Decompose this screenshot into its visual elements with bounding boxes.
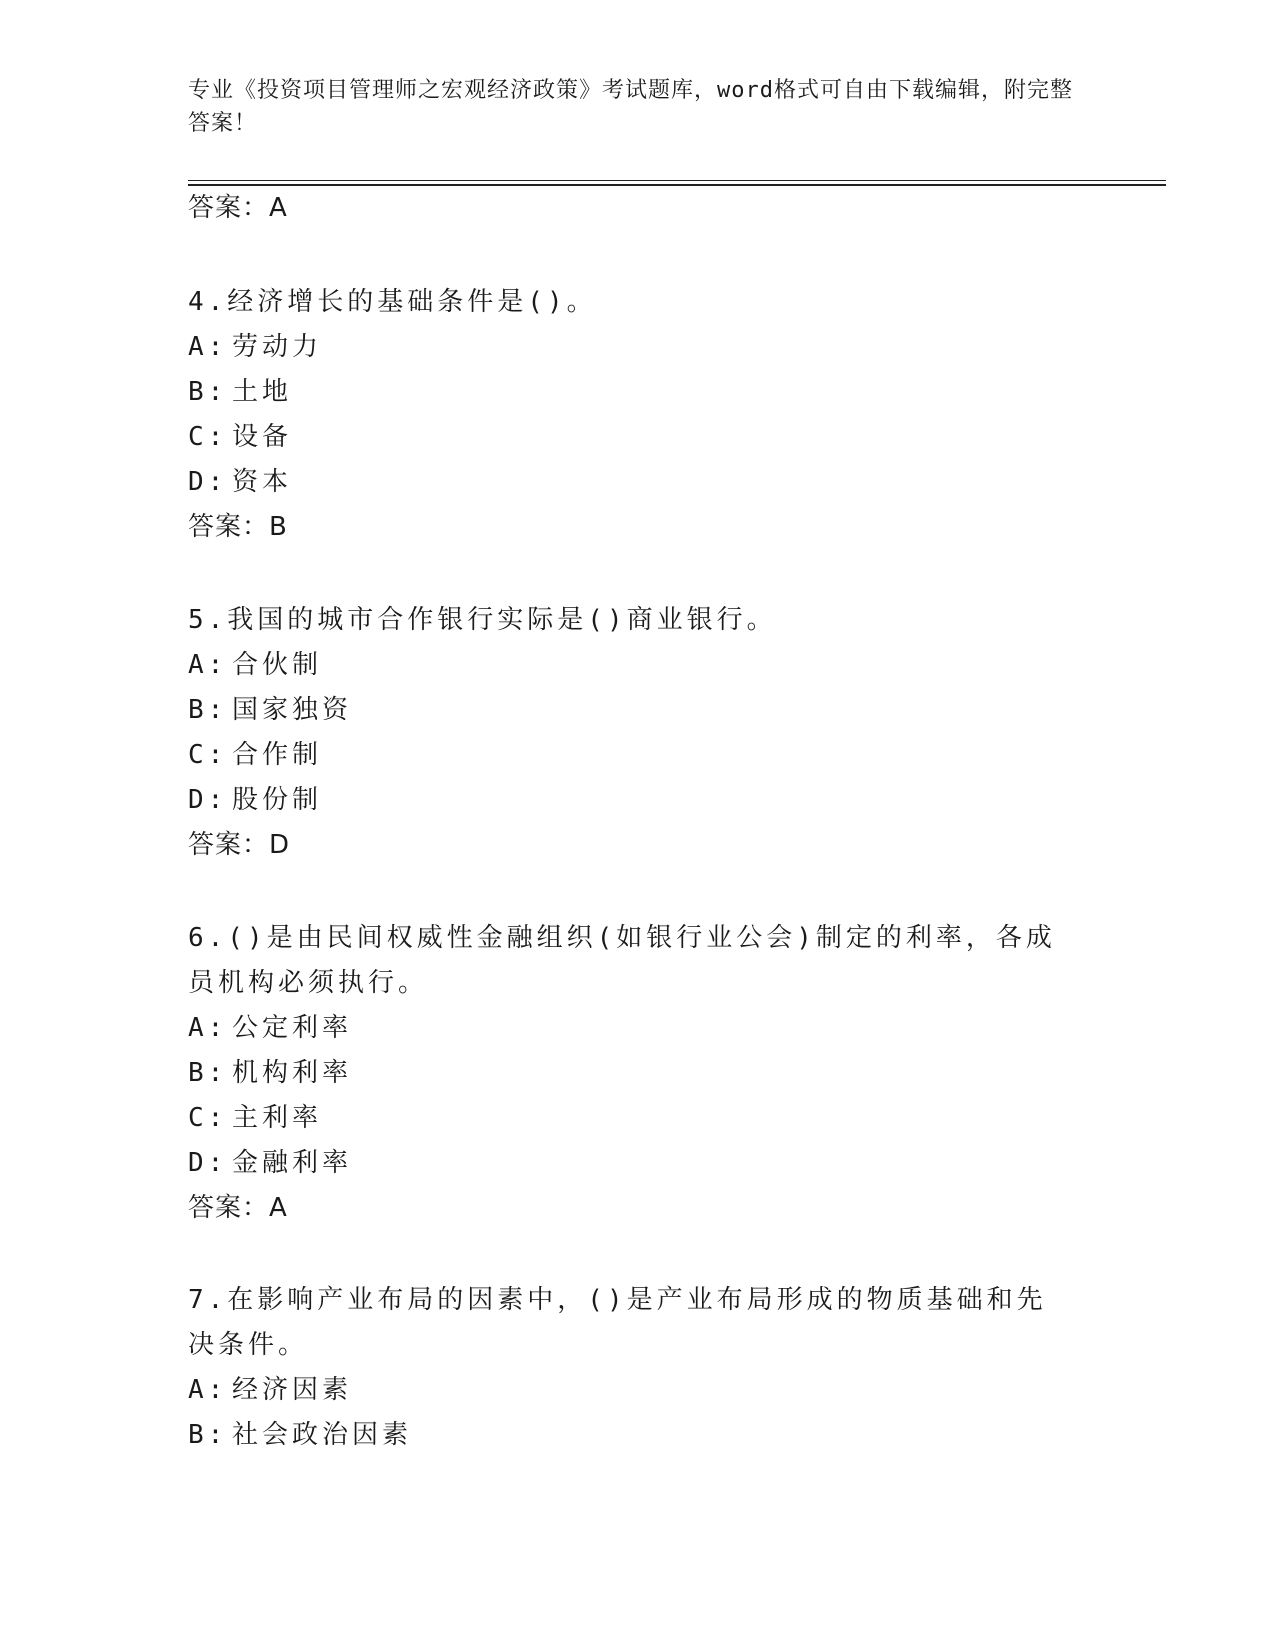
question-5-option-d: [188, 778, 1088, 823]
question-6-text: 6.()是由民间权威性金融组织(如银行业公会)制定的利率，各成员机构必须执行。: [188, 923, 1056, 998]
question-4-option-b: [188, 370, 1088, 415]
option-key: B:: [188, 1058, 228, 1088]
question-4-option-c: [188, 415, 1088, 460]
question-7-text: 7.在影响产业布局的因素中，()是产业布局形成的物质基础和先决条件。: [188, 1285, 1047, 1360]
question-5-option-a: [188, 643, 1088, 688]
question-4-text: 4.经济增长的基础条件是()。: [188, 287, 597, 317]
header-divider-thin: [188, 180, 1166, 181]
option-text: 国家独资: [232, 695, 353, 725]
option-text: 资本: [232, 467, 293, 497]
option-key: C:: [188, 1103, 228, 1133]
option-text: 股份制: [232, 785, 323, 815]
question-4-option-d: [188, 460, 1088, 505]
question-6-option-c: [188, 1096, 1088, 1141]
option-text: 设备: [232, 422, 293, 452]
question-5-option-c: [188, 733, 1088, 778]
option-key: A:: [188, 1013, 228, 1043]
question-4: [188, 280, 1088, 549]
option-text: 土地: [232, 377, 293, 407]
option-key: B:: [188, 1420, 228, 1450]
option-text: 劳动力: [232, 332, 323, 362]
question-4-option-a: [188, 325, 1088, 370]
option-text: 机构利率: [232, 1058, 353, 1088]
question-7-option-a: [188, 1368, 1088, 1413]
question-5-option-b: [188, 688, 1088, 733]
option-key: A:: [188, 1375, 228, 1405]
option-key: C:: [188, 422, 228, 452]
option-text: 合伙制: [232, 650, 323, 680]
question-4-answer: 答案：B: [188, 512, 288, 542]
option-text: 金融利率: [232, 1148, 353, 1178]
question-6-answer: 答案：A: [188, 1193, 288, 1223]
answer-q3: 答案：A: [188, 193, 288, 223]
question-5-answer: 答案：D: [188, 830, 291, 860]
question-7-option-b: [188, 1413, 1088, 1458]
question-6-option-b: [188, 1051, 1088, 1096]
option-text: 社会政治因素: [232, 1420, 413, 1450]
option-text: 公定利率: [232, 1013, 353, 1043]
option-key: D:: [188, 1148, 228, 1178]
option-key: C:: [188, 740, 228, 770]
option-key: A:: [188, 650, 228, 680]
option-key: D:: [188, 785, 228, 815]
question-6-option-a: [188, 1006, 1088, 1051]
option-key: B:: [188, 695, 228, 725]
option-key: A:: [188, 332, 228, 362]
question-7: [188, 1278, 1088, 1458]
option-key: B:: [188, 377, 228, 407]
option-text: 主利率: [232, 1103, 323, 1133]
option-text: 合作制: [232, 740, 323, 770]
question-6: [188, 916, 1088, 1230]
option-text: 经济因素: [232, 1375, 353, 1405]
question-5: [188, 598, 1088, 867]
document-intro: 专业《投资项目管理师之宏观经济政策》考试题库，word格式可自由下载编辑，附完整答案！: [188, 78, 1073, 136]
question-5-text: 5.我国的城市合作银行实际是()商业银行。: [188, 605, 777, 635]
question-6-option-d: [188, 1141, 1088, 1186]
option-key: D:: [188, 467, 228, 497]
